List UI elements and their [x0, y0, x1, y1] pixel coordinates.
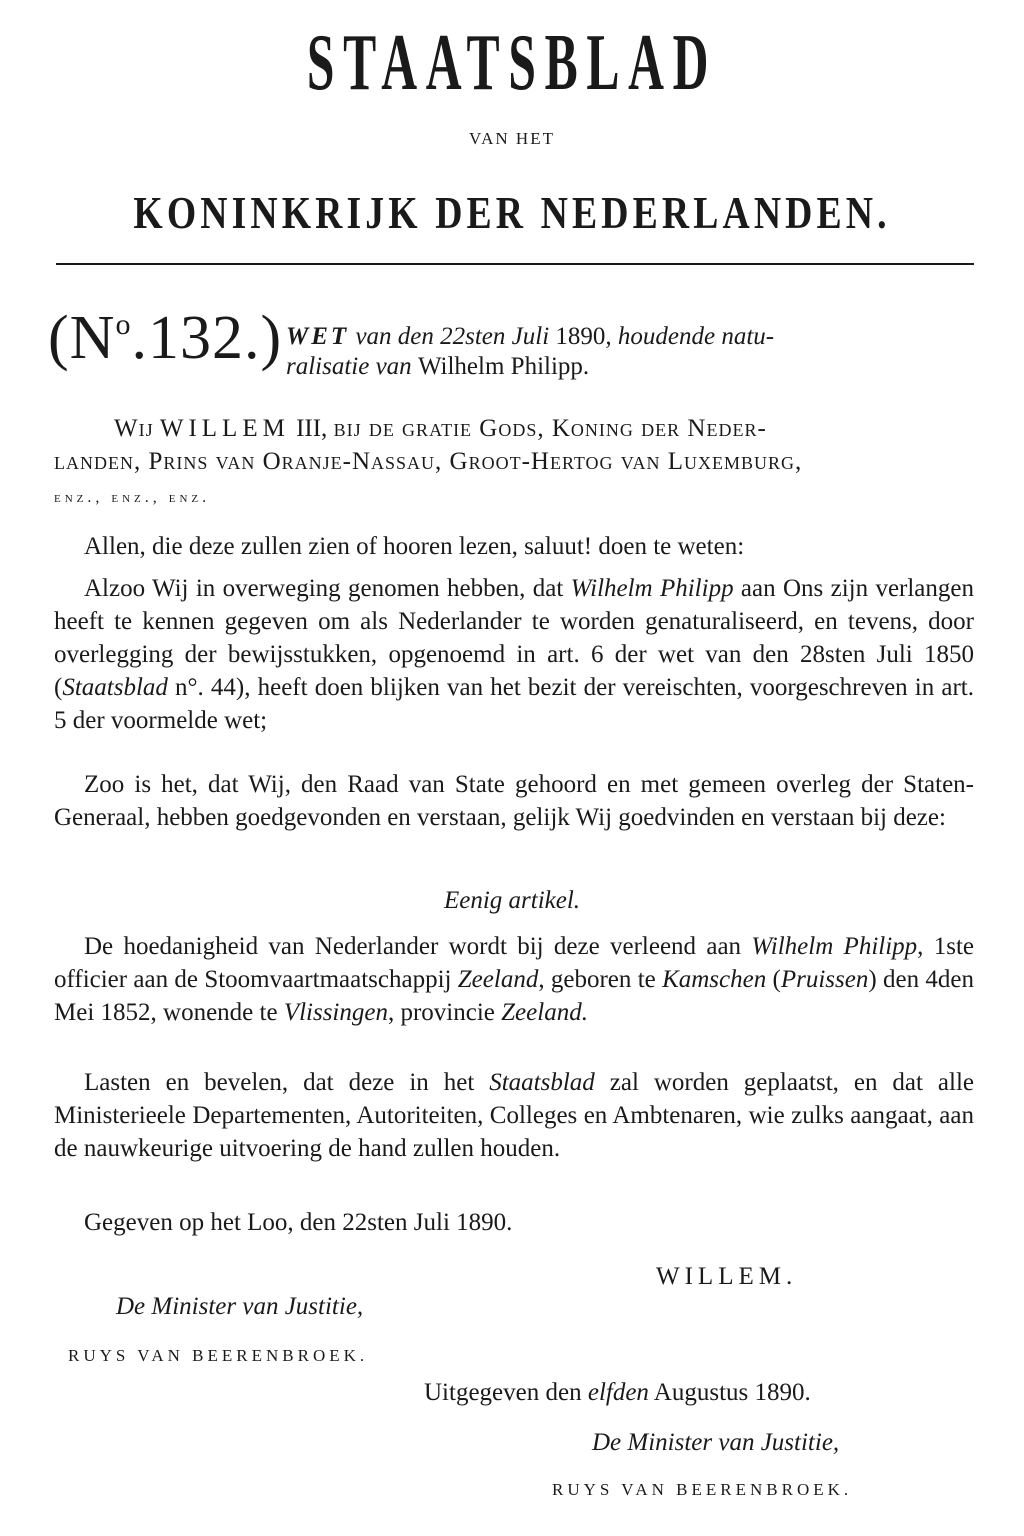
order-staatsblad: Staatsblad [489, 1069, 595, 1096]
preamble [54, 412, 974, 514]
preamble-king: WILLEM [159, 415, 290, 442]
greeting: Allen, die deze zullen zien of hooren lezen, saluut! doen te weten: [84, 533, 745, 560]
considering-p3: n°. 44), heeft doen blijken van het bezit der vereischten, voorgeschreven in art. 5 der voormelde wet; [54, 674, 974, 734]
article-name: Wilhelm Philipp [751, 933, 918, 960]
law-year: 1890 [555, 323, 606, 350]
minister-title-1: De Minister van Justitie, [116, 1293, 364, 1320]
given-line: Gegeven op het Loo, den 22sten Juli 1890. [84, 1209, 513, 1236]
published-p2: Augustus 1890. [648, 1379, 811, 1406]
article-paragraph [54, 930, 974, 1029]
article-residence: Vlissingen [283, 999, 388, 1026]
number-superscript: o [115, 308, 132, 341]
number-open-paren: ( [48, 304, 70, 372]
considering-paragraph [54, 572, 974, 737]
number-close-paren: ) [260, 304, 283, 372]
article-province: Zeeland. [501, 999, 588, 1026]
minister-name-1: RUYS VAN BEERENBROEK. [68, 1346, 369, 1365]
order-p2: zal worden geplaatst, en dat alle Ministerieele Departementen, Autoriteiten, Colleges en Ambtenaren, wie zulks aangaat, aan de nauwkeurige uitvoering de hand zullen houden. [54, 1069, 974, 1162]
preamble-title-1: bij de gratie Gods, Koning der Neder- [333, 415, 767, 442]
law-person-name: Wilhelm Philipp. [417, 353, 590, 380]
article-p6: , provincie [387, 999, 502, 1026]
number-label: N [69, 304, 116, 372]
law-subject-1: , houdende natu- [605, 323, 775, 350]
gazette-subtitle: VAN HET [469, 129, 555, 148]
considering-staatsblad: Staatsblad [62, 674, 168, 701]
article-p5: ) den 4den Mei 1852, wonende te [54, 966, 974, 1026]
article-p1: De hoedanigheid van Nederlander wordt bij deze verleend aan [84, 933, 752, 960]
gazette-title: STAATSBLAD [306, 19, 718, 107]
law-header [286, 322, 974, 382]
article-p3: , geboren te [538, 966, 663, 993]
article-birthplace: Kamschen [662, 966, 767, 993]
enactment-paragraph: Zoo is het, dat Wij, den Raad van State gehoord en met gemeen overleg der Staten-Generaal, hebben goedgevonden en verstaan, gelijk Wij goedvinden en verstaan bij deze: [54, 771, 974, 831]
published-day: elfden [587, 1379, 649, 1406]
considering-name: Wilhelm Philipp [570, 575, 734, 602]
minister-title-2: De Minister van Justitie, [592, 1429, 840, 1456]
article-p4: ( [766, 966, 781, 993]
article-country: Pruissen [780, 966, 869, 993]
article-p2: , 1ste officier aan de Stoomvaartmaatschappij [54, 933, 974, 993]
preamble-etc: enz., enz., enz. [54, 489, 211, 506]
order-p1: Lasten en bevelen, dat deze in het [84, 1069, 490, 1096]
law-wet-word: WET [286, 323, 350, 350]
article-title: Eenig artikel. [443, 887, 581, 914]
law-subject-2: ralisatie van [286, 353, 418, 380]
published-p1: Uitgegeven den [424, 1379, 588, 1406]
minister-name-2: RUYS VAN BEERENBROEK. [552, 1480, 853, 1499]
preamble-title-2: landen, Prins van Oranje-Nassau, Groot-Hertog van Luxemburg, [54, 448, 803, 475]
header-divider [56, 263, 974, 265]
order-paragraph [54, 1066, 974, 1165]
considering-p2: aan Ons zijn verlangen heeft te kennen gegeven om als Nederlander te worden genaturaliseerd, en tevens, door overlegging der bewijsstukken, opgenoemd in art. 6 der wet van den 28sten Juli 1850 ( [54, 575, 975, 701]
law-date: van den 22sten Juli [349, 323, 556, 350]
published-line [424, 1378, 811, 1408]
kingdom-name: KONINKRIJK DER NEDERLANDEN. [133, 187, 891, 238]
preamble-wij: Wij [114, 415, 154, 442]
article-company: Zeeland [457, 966, 539, 993]
issue-number [48, 292, 282, 371]
preamble-roman: III, [296, 415, 328, 442]
king-signature: WILLEM. [656, 1263, 798, 1290]
number-value: .132. [131, 304, 261, 372]
considering-p1: Alzoo Wij in overweging genomen hebben, dat [84, 575, 571, 602]
